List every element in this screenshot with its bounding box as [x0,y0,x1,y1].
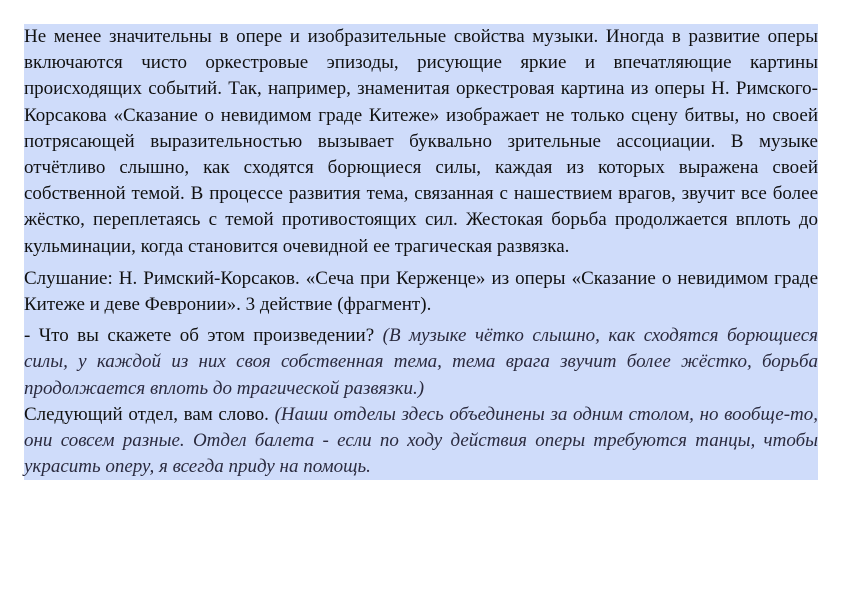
question-text-2: Следующий отдел, вам слово. [24,403,269,425]
question-text-1: - Что вы скажете об этом произведении? [24,325,375,347]
answer-text-1: (В музыке чётко слышно, как сходятся борющиеся силы, у каждой из них своя собственная тема, тема врага звучит более жёстко, борьба продолжается вплоть до трагической развязки.) [24,325,818,399]
intro-paragraph: Не менее значительны в опере и изобразительные свойства музыки. Иногда в развитие оперы включаются чисто оркестровые эпизоды, рисующие яркие и впечатляющие картины происходящих событий. Так, например, знаменитая оркестровая картина из оперы Н. Римского-Корсакова «Сказание о невидимом граде Китеже» изображает не только сцену битвы, но своей потрясающей выразительностью вызывает буквально зрительные ассоциации. В музыке отчётливо слышно, как сходятся борющиеся силы, каждая из которых выражена своей собственной темой. В процессе развития тема, связанная с нашествием врагов, звучит все более жёстко, переплетаясь с темой противостоящих сил. Жестокая борьба продолжается вплоть до кульминации, когда становится очевидной ее трагическая развязка. [24,26,818,257]
text-block [24,24,818,480]
answer-text-2: (Наши отделы здесь объединены за одним столом, но вообще-то, они совсем разные. Отдел балета - если по ходу действия оперы требуются танцы, чтобы украсить оперу, я всегда приду на помощь. [24,403,819,478]
question-paragraph-2 [24,402,818,481]
question-paragraph-1 [24,323,818,402]
listening-paragraph: Слушание: Н. Римский-Корсаков. «Сеча при Керженце» из оперы «Сказание о невидимом граде Китеже и деве Февронии». 3 действие (фрагмент). [24,267,818,316]
